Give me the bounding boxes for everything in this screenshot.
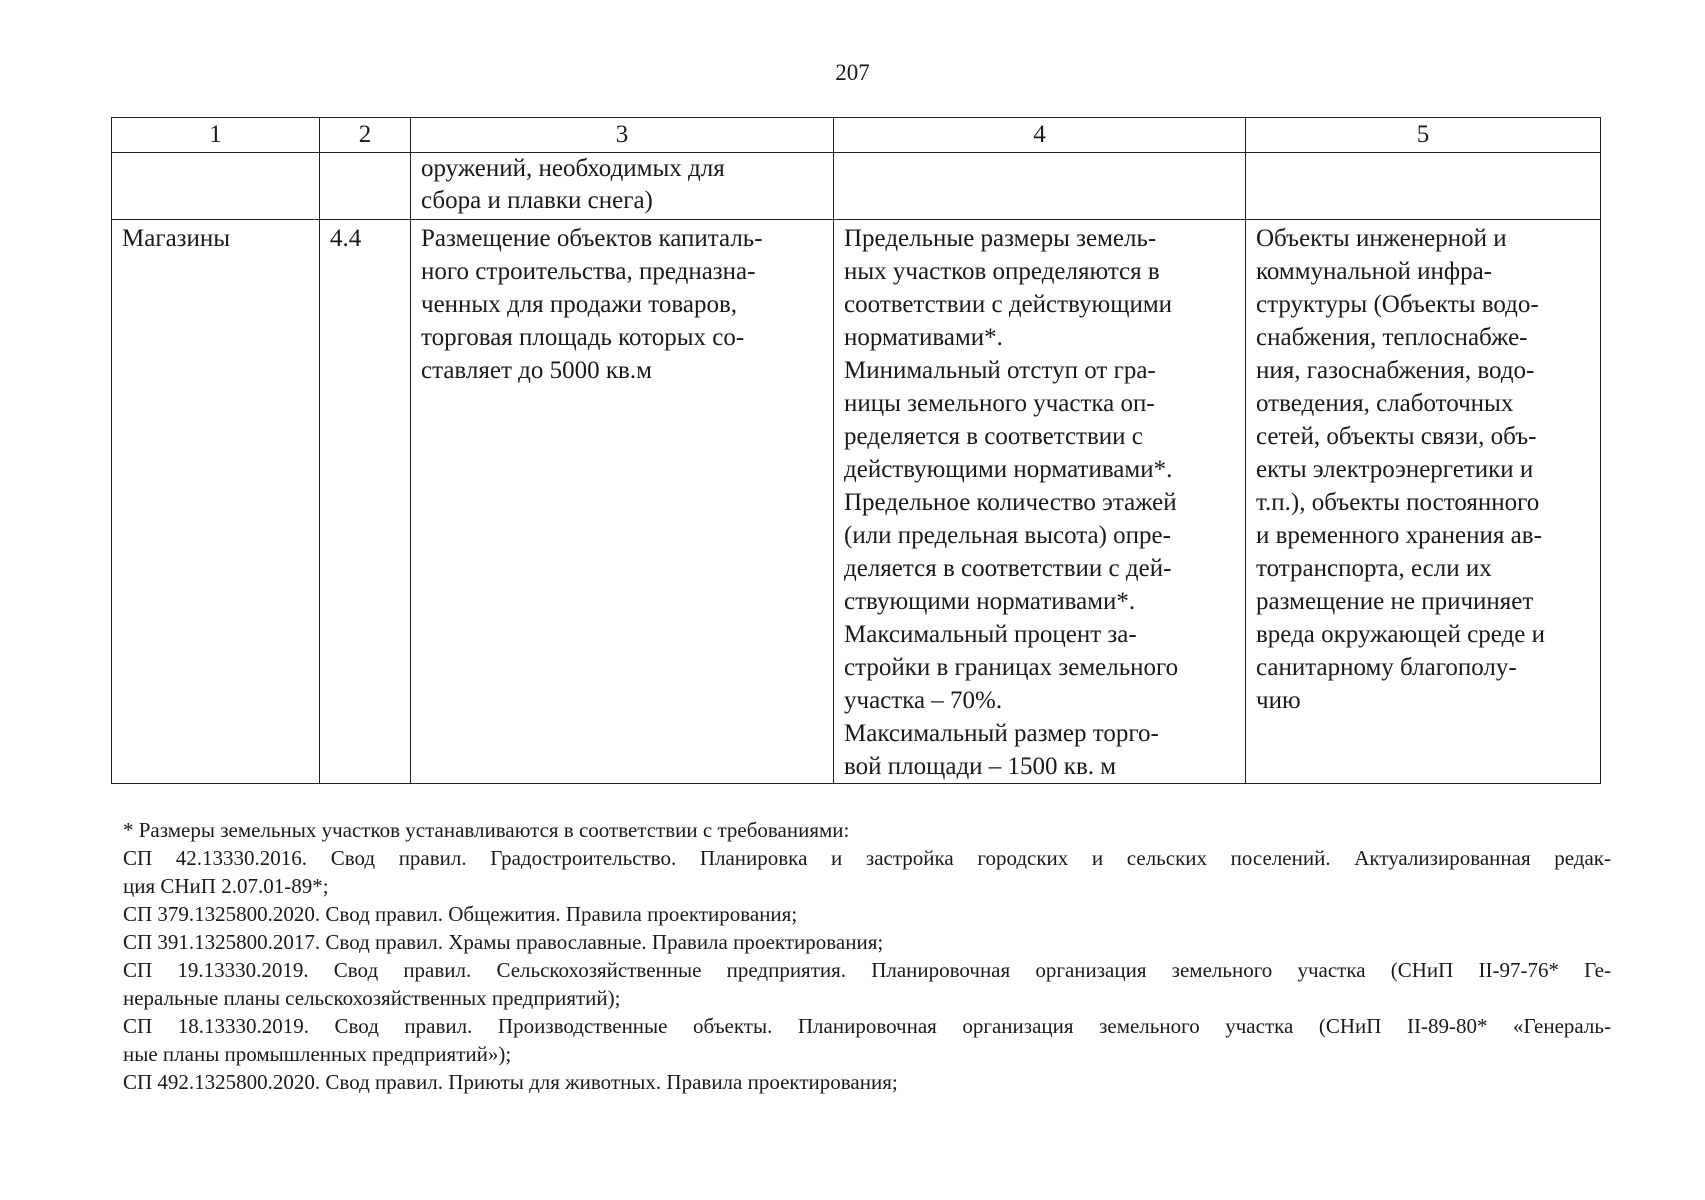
- cell-line: ния, газоснабжения, водо-: [1256, 357, 1535, 384]
- cell-line: ствующими нормативами*.: [844, 588, 1136, 615]
- regulation-table: [111, 117, 1601, 784]
- cell-line: екты электроэнергетики и: [1256, 456, 1534, 483]
- cell-use-name: Магазины: [112, 220, 320, 784]
- cell-line: и временного хранения ав-: [1256, 522, 1542, 549]
- cell-auxiliary-uses: [1246, 220, 1601, 784]
- table-row-continuation: [112, 153, 1601, 220]
- cell-line: деляется в соответствии с дей-: [844, 555, 1172, 582]
- cell-line: Предельные размеры земель-: [844, 225, 1157, 252]
- cell-line: ределяется в соответствии с: [844, 423, 1143, 450]
- cell-line: вой площади – 1500 кв. м: [844, 753, 1117, 780]
- header-col-2: 2: [320, 118, 411, 153]
- cell-limits: [834, 220, 1246, 784]
- cont-cell-5: [1246, 153, 1601, 220]
- cell-line: отведения, слаботочных: [1256, 390, 1514, 417]
- cell-line: т.п.), объекты постоянного: [1256, 489, 1540, 516]
- footnote-line: СП 18.13330.2019. Свод правил. Производственные объекты. Планировочная организация земельного участка (СНиП II-89-80* «Генераль-: [123, 1014, 1611, 1038]
- cell-use-code: 4.4: [320, 220, 411, 784]
- footnote-line: СП 19.13330.2019. Свод правил. Сельскохозяйственные предприятия. Планировочная организация земельного участка (СНиП II-97-76* Ге-: [123, 958, 1611, 982]
- cell-line: санитарному благополу-: [1256, 654, 1517, 681]
- cont-cell-4: [834, 153, 1246, 220]
- cell-line: ченных для продажи товаров,: [421, 291, 738, 318]
- cell-line: ставляет до 5000 кв.м: [421, 357, 652, 384]
- cell-line: размещение не причиняет: [1256, 588, 1534, 615]
- header-col-1: 1: [112, 118, 320, 153]
- cell-line: Минимальный отступ от гра-: [844, 357, 1156, 384]
- cell-line: вреда окружающей среде и: [1256, 621, 1545, 648]
- cell-line: сетей, объекты связи, объ-: [1256, 423, 1537, 450]
- cell-line: снабжения, теплоснабже-: [1256, 324, 1528, 351]
- cell-line: действующими нормативами*.: [844, 456, 1173, 483]
- cell-line: торговая площадь которых со-: [421, 324, 745, 351]
- table-row-shops: [112, 220, 1601, 784]
- cell-line: ных участков определяются в: [844, 258, 1160, 285]
- cont-cell-2: [320, 153, 411, 220]
- footnote-line: СП 492.1325800.2020. Свод правил. Приюты для животных. Правила проектирования;: [123, 1070, 898, 1094]
- cont-cell-3: [411, 153, 834, 220]
- cont-cell-1: [112, 153, 320, 220]
- cell-line: сбора и плавки снега): [421, 187, 653, 214]
- table-header-row: [112, 118, 1601, 153]
- footnote-line: ция СНиП 2.07.01-89*;: [123, 874, 329, 898]
- cell-line: ницы земельного участка оп-: [844, 390, 1155, 417]
- footnote-line: неральные планы сельскохозяйственных предприятий);: [123, 986, 621, 1010]
- cell-line: Предельное количество этажей: [844, 489, 1177, 516]
- cell-line: чию: [1256, 687, 1301, 714]
- cell-line: Максимальный процент за-: [844, 621, 1137, 648]
- cell-line: (или предельная высота) опре-: [844, 522, 1171, 549]
- footnotes: [123, 816, 1611, 1096]
- regulation-table-wrapper: [111, 117, 1600, 784]
- header-col-3: 3: [411, 118, 834, 153]
- footnote-line: ные планы промышленных предприятий»);: [123, 1042, 512, 1066]
- cell-line: структуры (Объекты водо-: [1256, 291, 1539, 318]
- cell-line: Размещение объектов капиталь-: [421, 225, 763, 252]
- footnote-line: СП 379.1325800.2020. Свод правил. Общежития. Правила проектирования;: [123, 902, 798, 926]
- header-col-4: 4: [834, 118, 1246, 153]
- cell-line: Объекты инженерной и: [1256, 225, 1507, 252]
- cell-line: участка – 70%.: [844, 687, 1003, 714]
- cell-line: нормативами*.: [844, 324, 1003, 351]
- page-number: 207: [835, 60, 870, 85]
- footnote-line: СП 391.1325800.2017. Свод правил. Храмы православные. Правила проектирования;: [123, 930, 884, 954]
- cell-line: коммунальной инфра-: [1256, 258, 1492, 285]
- cell-line: стройки в границах земельного: [844, 654, 1179, 681]
- cell-line: Максимальный размер торго-: [844, 720, 1159, 747]
- footnote-intro: * Размеры земельных участков устанавливаются в соответствии с требованиями:: [123, 818, 850, 842]
- cell-line: оружений, необходимых для: [421, 155, 725, 182]
- footnote-line: СП 42.13330.2016. Свод правил. Градостроительство. Планировка и застройка городских и сельских поселений. Актуализированная редак-: [123, 846, 1611, 870]
- cell-line: тотранспорта, если их: [1256, 555, 1492, 582]
- cell-line: соответствии с действующими: [844, 291, 1173, 318]
- header-col-5: 5: [1246, 118, 1601, 153]
- cell-description: [411, 220, 834, 784]
- cell-line: ного строительства, предназна-: [421, 258, 756, 285]
